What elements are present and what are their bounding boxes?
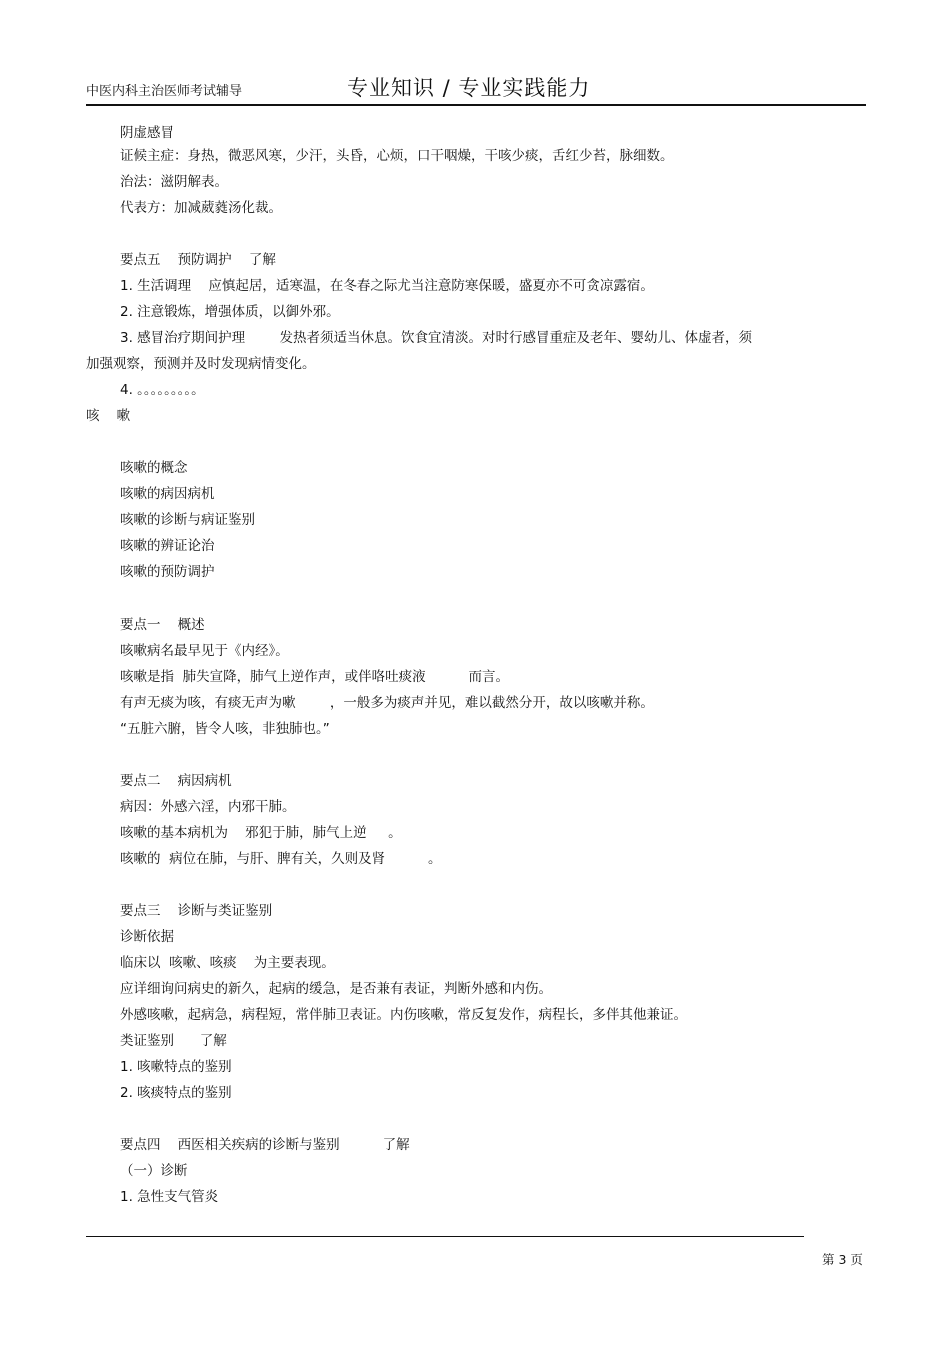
text-line: 咳嗽的基本病机为 邪犯于肺，肺气上逆 。 bbox=[120, 825, 402, 841]
text-line: 咳嗽的 病位在肺，与肝、脾有关，久则及肾 。 bbox=[120, 851, 442, 867]
text-line: （一）诊断 bbox=[120, 1163, 188, 1179]
text-line: 1. 急性支气管炎 bbox=[120, 1189, 219, 1205]
page-number: 第 3 页 bbox=[822, 1252, 863, 1267]
text-line: 3. 感冒治疗期间护理 发热者须适当休息。饮食宜清淡。对时行感冒重症及老年、婴幼儿、体虚者，须 bbox=[120, 330, 753, 346]
text-line: 阴虚感冒 bbox=[120, 125, 174, 141]
text-line: 2. 咳痰特点的鉴别 bbox=[120, 1085, 232, 1101]
text-line: 要点四 西医相关疾病的诊断与鉴别 了解 bbox=[120, 1137, 410, 1153]
header-title: 专业知识 / 专业实践能力 bbox=[347, 76, 591, 100]
text-line: 证候主症：身热，微恶风寒，少汗，头昏，心烦，口干咽燥，干咳少痰，舌红少苔，脉细数。 bbox=[120, 148, 674, 164]
text-line: 代表方：加减葳蕤汤化裁。 bbox=[120, 200, 282, 216]
text-line: 1. 咳嗽特点的鉴别 bbox=[120, 1059, 232, 1075]
text-line: 有声无痰为咳，有痰无声为嗽 ，一般多为痰声并见，难以截然分开，故以咳嗽并称。 bbox=[120, 695, 654, 711]
text-line: 咳嗽的诊断与病证鉴别 bbox=[120, 512, 255, 528]
text-line: 要点三 诊断与类证鉴别 bbox=[120, 903, 273, 919]
text-line: 诊断依据 bbox=[120, 929, 174, 945]
text-line: 4. 。。。。。。。。。 bbox=[120, 382, 205, 398]
text-line: 咳嗽的预防调护 bbox=[120, 564, 215, 580]
header-divider bbox=[86, 104, 866, 106]
text-line: 咳 嗽 bbox=[86, 408, 131, 424]
text-line: 1. 生活调理 应慎起居，适寒温，在冬春之际尤当注意防寒保暖，盛夏亦不可贪凉露宿。 bbox=[120, 278, 654, 294]
text-line: 病因：外感六淫，内邪干肺。 bbox=[120, 799, 296, 815]
text-line: 咳嗽病名最早见于《内经》。 bbox=[120, 643, 289, 659]
text-line: 要点二 病因病机 bbox=[120, 773, 232, 789]
header-left-text: 中医内科主治医师考试辅导 bbox=[86, 84, 243, 99]
text-line: 要点一 概述 bbox=[120, 617, 205, 633]
text-line: 咳嗽的概念 bbox=[120, 460, 188, 476]
text-line: 咳嗽的病因病机 bbox=[120, 486, 215, 502]
text-line: 应详细询问病史的新久，起病的缓急，是否兼有表证，判断外感和内伤。 bbox=[120, 981, 552, 997]
text-line: 咳嗽的辨证论治 bbox=[120, 538, 215, 554]
text-line: 临床以 咳嗽、咳痰 为主要表现。 bbox=[120, 955, 335, 971]
text-line: 咳嗽是指 肺失宣降，肺气上逆作声，或伴咯吐痰液 而言。 bbox=[120, 669, 509, 685]
text-line: 外感咳嗽，起病急，病程短，常伴肺卫表证。内伤咳嗽，常反复发作，病程长，多伴其他兼证。 bbox=[120, 1007, 687, 1023]
text-line: 类证鉴别 了解 bbox=[120, 1033, 227, 1049]
text-line: 要点五 预防调护 了解 bbox=[120, 252, 276, 268]
footer-divider bbox=[86, 1236, 804, 1237]
text-line: 2. 注意锻炼，增强体质，以御外邪。 bbox=[120, 304, 340, 320]
text-line: 加强观察，预测并及时发现病情变化。 bbox=[86, 356, 316, 372]
text-line: 治法：滋阴解表。 bbox=[120, 174, 228, 190]
text-line: “五脏六腑，皆令人咳，非独肺也。” bbox=[120, 721, 330, 737]
